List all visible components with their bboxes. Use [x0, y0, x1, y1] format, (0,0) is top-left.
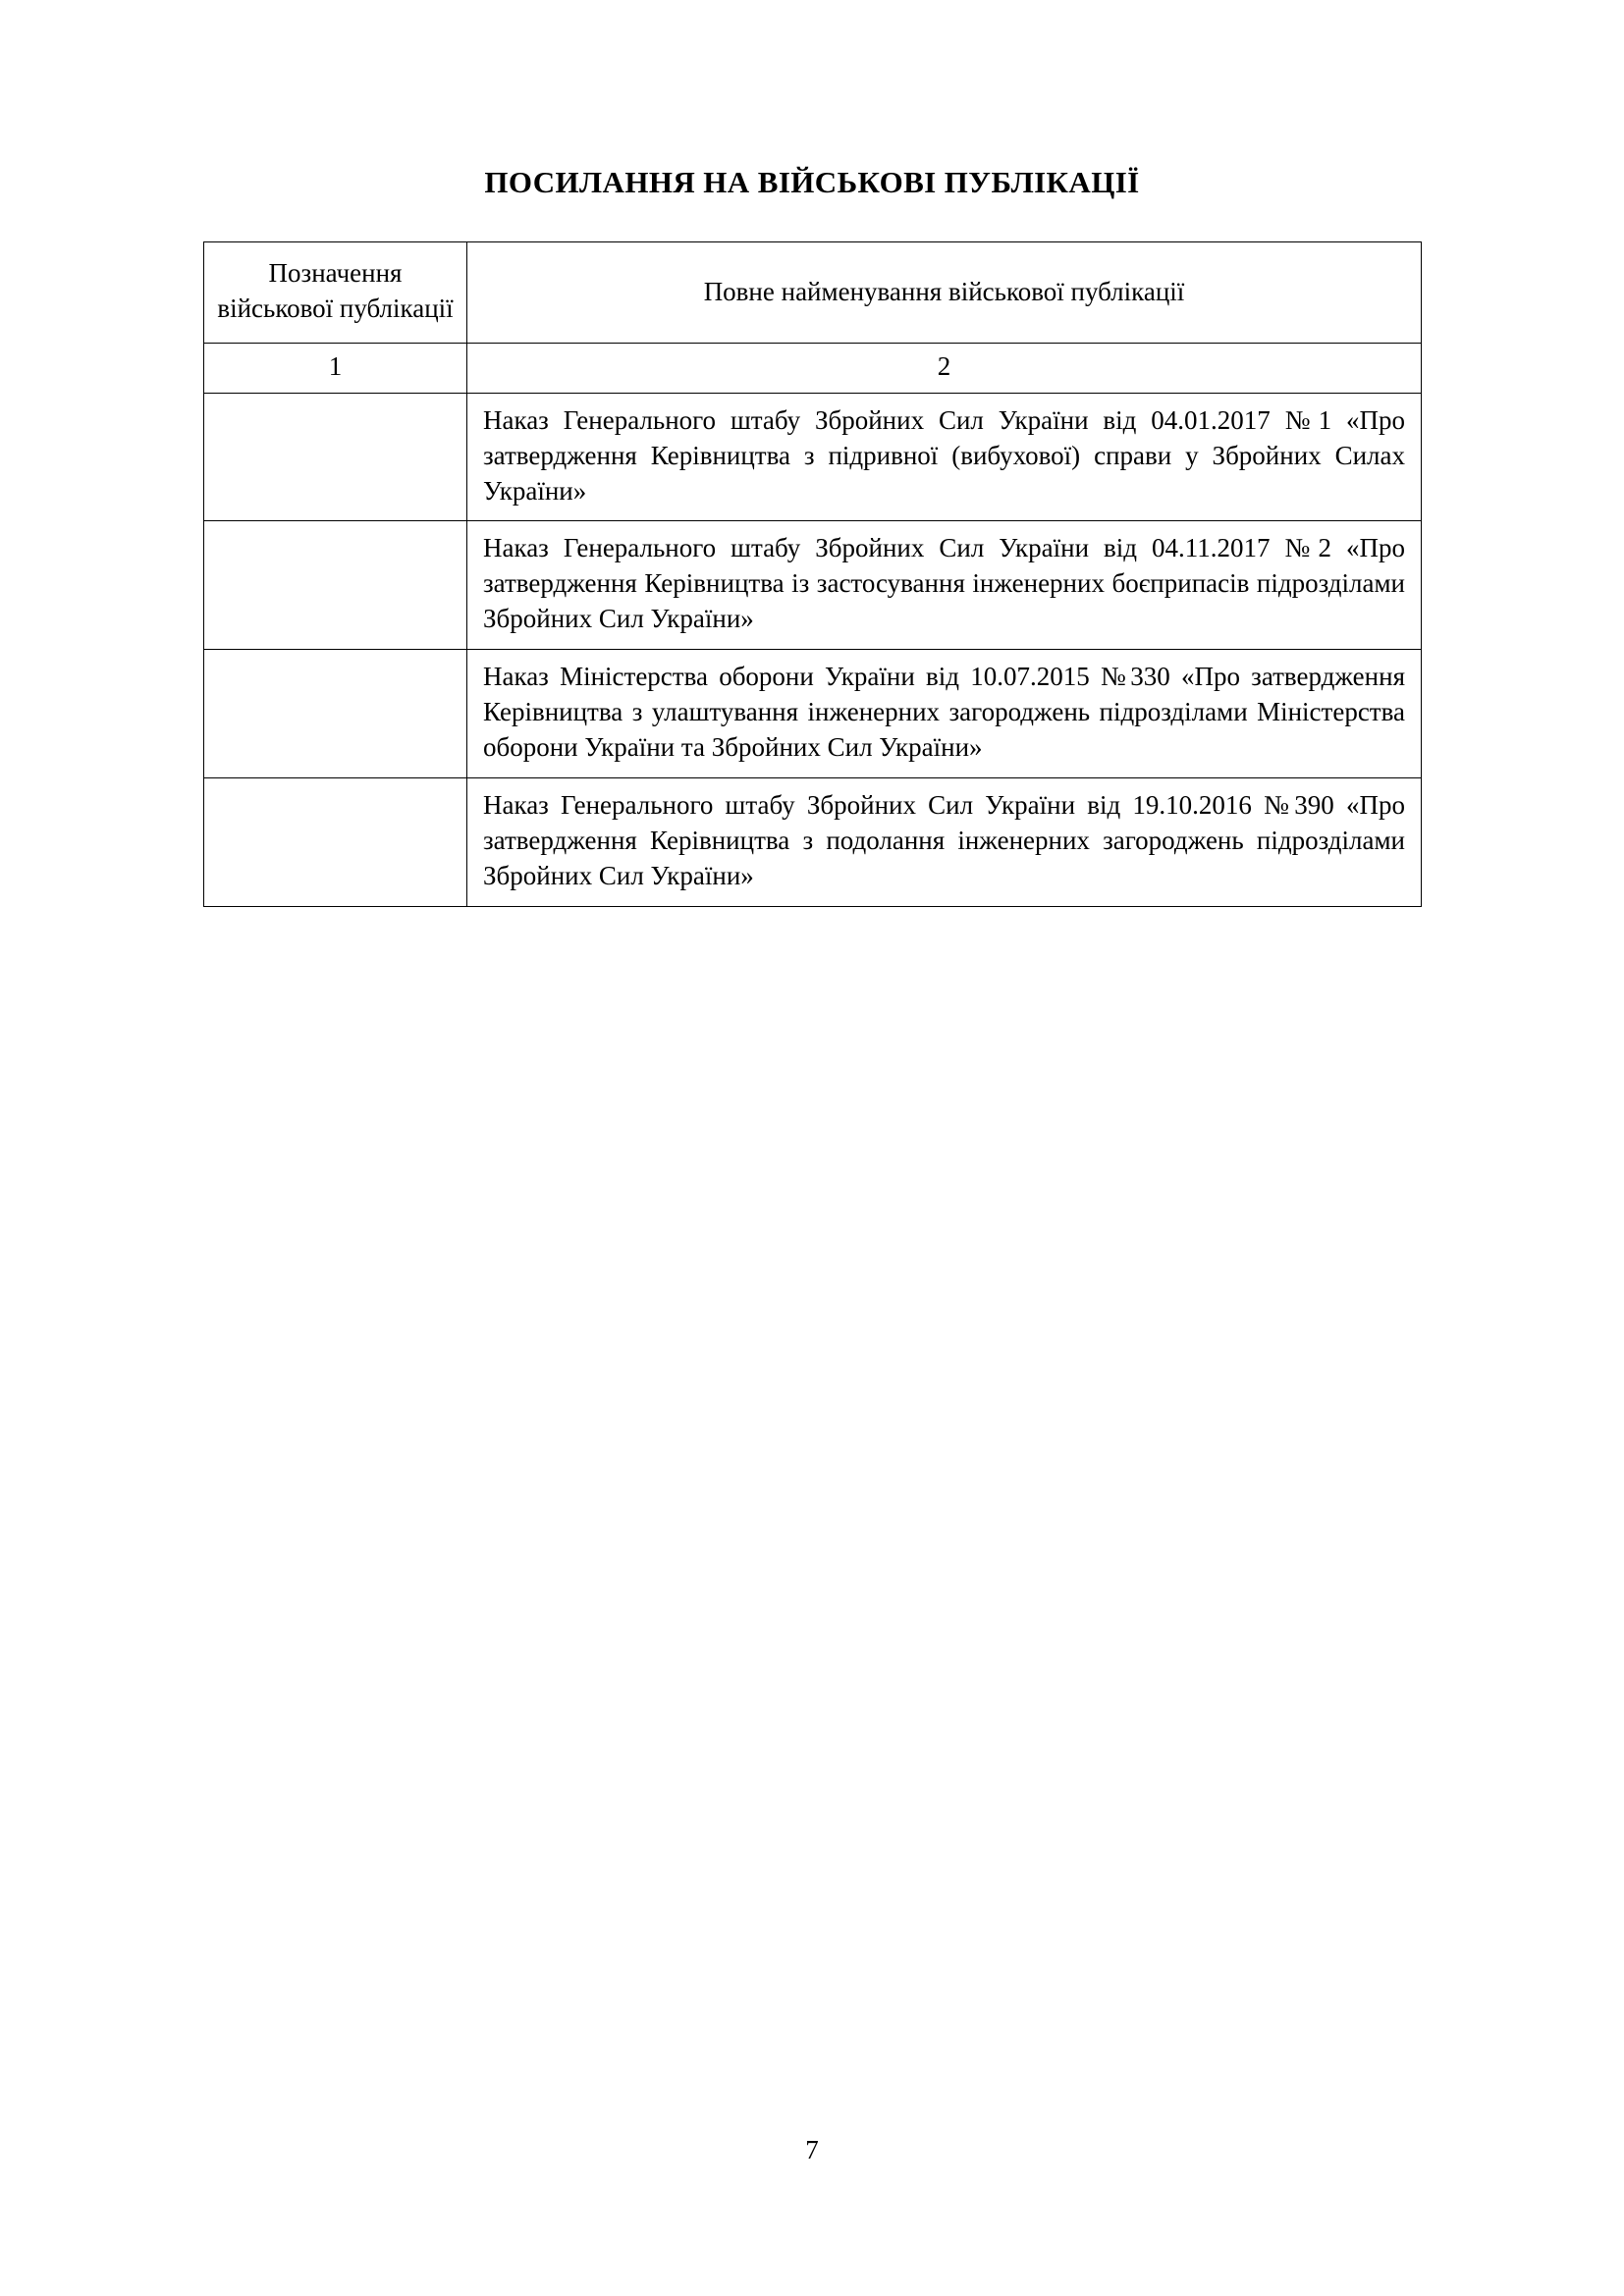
column-number-name: 2: [467, 343, 1422, 393]
table-row: [204, 393, 1422, 521]
table-row: [204, 521, 1422, 650]
column-header-name: Повне найменування військової публікації: [467, 242, 1422, 344]
page-title: ПОСИЛАННЯ НА ВІЙСЬКОВІ ПУБЛІКАЦІЇ: [484, 165, 1140, 199]
page-number: 7: [805, 2135, 819, 2164]
table-column-number-row: [204, 343, 1422, 393]
cell-publication-code: [204, 650, 467, 778]
table-row: [204, 650, 1422, 778]
table-body: [204, 393, 1422, 906]
cell-publication-code: [204, 521, 467, 650]
table-row: [204, 777, 1422, 906]
table-header: [204, 242, 1422, 394]
cell-publication-name: Наказ Генерального штабу Збройних Сил України від 19.10.2016 №390 «Про затвердження Керівництва з подолання інженерних загороджень підрозділами Збройних Сил України»: [467, 777, 1422, 906]
military-publications-table-wrapper: [203, 200, 1421, 907]
cell-publication-name: Наказ Генерального штабу Збройних Сил України від 04.01.2017 №1 «Про затвердження Керівництва з підривної (вибухової) справи у Збройних Силах України»: [467, 393, 1422, 521]
table-header-row: [204, 242, 1422, 344]
military-publications-table: [203, 241, 1422, 907]
cell-publication-name: Наказ Міністерства оборони України від 10.07.2015 №330 «Про затвердження Керівництва з улаштування інженерних загороджень підрозділами Міністерства оборони України та Збройних Сил України»: [467, 650, 1422, 778]
column-header-code: Позначення військової публікації: [204, 242, 467, 344]
cell-publication-name: Наказ Генерального штабу Збройних Сил України від 04.11.2017 №2 «Про затвердження Керівництва із застосування інженерних боєприпасів підрозділами Збройних Сил України»: [467, 521, 1422, 650]
cell-publication-code: [204, 777, 467, 906]
cell-publication-code: [204, 393, 467, 521]
column-number-code: 1: [204, 343, 467, 393]
